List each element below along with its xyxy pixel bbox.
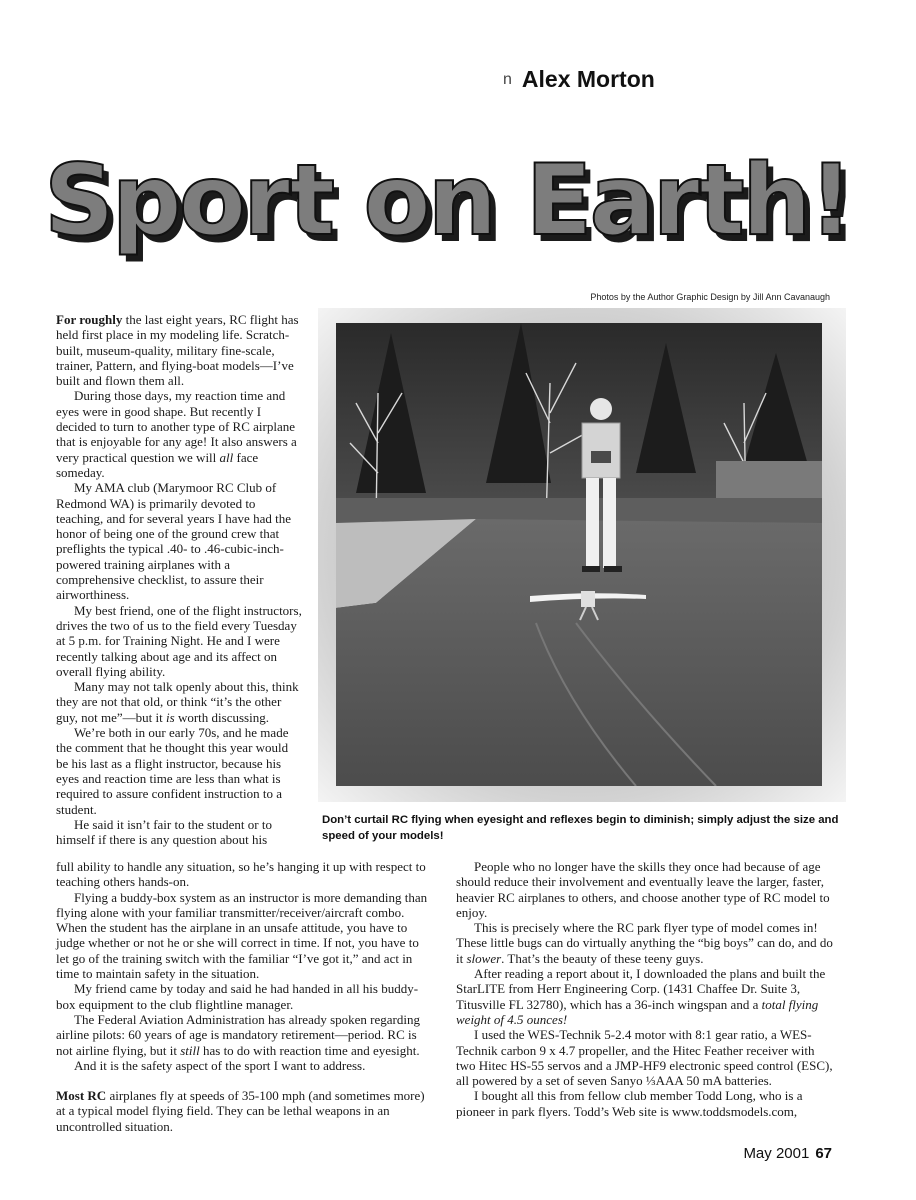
fence — [716, 461, 822, 501]
paragraph: This is precisely where the RC park flyer type of model comes in! These little bugs can do virtually anything the “big boys” can do, and do it slower. That’s the beauty of these teeny guys. — [456, 920, 833, 966]
paragraph: Most RC airplanes fly at speeds of 35-100 mph (and sometimes more) at a typical model flying field. They can be lethal weapons in an uncontrolled situation. — [56, 1088, 425, 1134]
paragraph: People who no longer have the skills they once had because of age should reduce their involvement and eventually leave the larger, faster, heavier RC airplanes to others, and choose another type of RC model to enjoy. — [456, 859, 830, 920]
paragraph: He said it isn’t fair to the student or to himself if there is any question about his — [56, 816, 272, 848]
article-title: Sport on Earth! — [44, 144, 851, 258]
paragraph: During those days, my reaction time and eyes were in good shape. But recently I decided to turn to another type of RC airplane that is enjoyable for any age! It also answers a very practical question we will all face someday. — [56, 388, 297, 480]
paragraph: I bought all this from fellow club member Todd Long, who is a pioneer in park flyers. Todd’s Web site is www.toddsmodels.com, — [456, 1088, 803, 1119]
paragraph: My friend came by today and said he had handed in all his buddy-box equipment to the club flightline manager. — [56, 981, 419, 1012]
paragraph: We’re both in our early 70s, and he made the comment that he thought this year would be his last as a flight instructor, because his eyes and reaction time are less than what is required to assure confident instruction to a student. — [56, 725, 289, 817]
lead-in: Most RC — [56, 1088, 107, 1104]
photo-scene — [336, 323, 822, 786]
paragraph: full ability to handle any situation, so he’s hanging it up with respect to teaching others hands-on. — [56, 859, 426, 890]
paragraph: Flying a buddy-box system as an instructor is more demanding than flying alone with your familiar transmitter/receiver/aircraft combo. When the student has the airplane in an unsafe attitude, you have to judge whether or not he or she will correct in time. If not, you have to let go of the training switch with the familiar “I’ve got it,” and act in time to maintain safety in the situation. — [56, 889, 428, 982]
byline — [503, 66, 655, 93]
paragraph: I used the WES-Technik 5-2.4 motor with 8:1 gear ratio, a WES-Technik carbon 9 x 4.7 propeller, and the Hitec Feather receiver with two Hitec HS-55 servos and a JMP-HF9 electronic speed control (ESC), all powered by a set of seven Sanyo ⅓AAA 50 mA batteries. — [456, 1027, 833, 1089]
paragraph: My best friend, one of the flight instructors, drives the two of us to the field every Tuesday at 5 p.m. for Training Night. He and I were recently talking about age and its affect on overall flying ability. — [56, 602, 302, 679]
paragraph: For roughly the last eight years, RC flight has held first place in my modeling life. Scratch-built, museum-quality, military fine-scale, trainer, Pattern, and flying-boat models—I’ve built and flown them all. — [56, 312, 299, 389]
page-number: 67 — [815, 1145, 832, 1162]
author-name: Alex Morton — [521, 66, 655, 92]
photo-credits: Photos by the Author Graphic Design by Jill Ann Cavanaugh — [590, 292, 830, 302]
paragraph: And it is the safety aspect of the sport I want to address. — [74, 1057, 366, 1073]
paragraph: The Federal Aviation Administration has already spoken regarding airline pilots: 60 years of age is mandatory retirement—period. RC is not airline flying, but it still has to do with reaction time and eyesight. — [56, 1011, 420, 1058]
issue-date: May 2001 — [743, 1145, 810, 1162]
page-footer — [743, 1145, 832, 1162]
article-photo — [336, 323, 822, 786]
article-column-right — [456, 859, 836, 1119]
byline-marker: n — [503, 71, 512, 88]
paragraph: Many may not talk openly about this, think they are not that old, or think “it’s the other guy, not me”—but it is worth discussing. — [56, 679, 299, 725]
photo-caption: Don’t curtail RC flying when eyesight and reflexes begin to diminish; simply adjust the size and speed of your models! — [322, 814, 839, 842]
paragraph: My AMA club (Marymoor RC Club of Redmond WA) is primarily devoted to teaching, and for several years I have had the honor of being one of the ground crew that preflights the typical .40- to .46-cubic-inch-powered training airplanes with a comprehensive checklist, to assure their airworthiness. — [56, 480, 291, 603]
paragraph: After reading a report about it, I downloaded the plans and built the StarLITE from Herr Engineering Corp. (1431 Chaffee Dr. Suite 3, Titusville FL 32780), which has a 36-inch wingspan and a total flying weight of 4.5 ounces! — [456, 966, 826, 1027]
lead-in: For roughly — [56, 312, 123, 327]
article-column-lower-left — [56, 859, 432, 1134]
article-column-left — [56, 312, 302, 847]
